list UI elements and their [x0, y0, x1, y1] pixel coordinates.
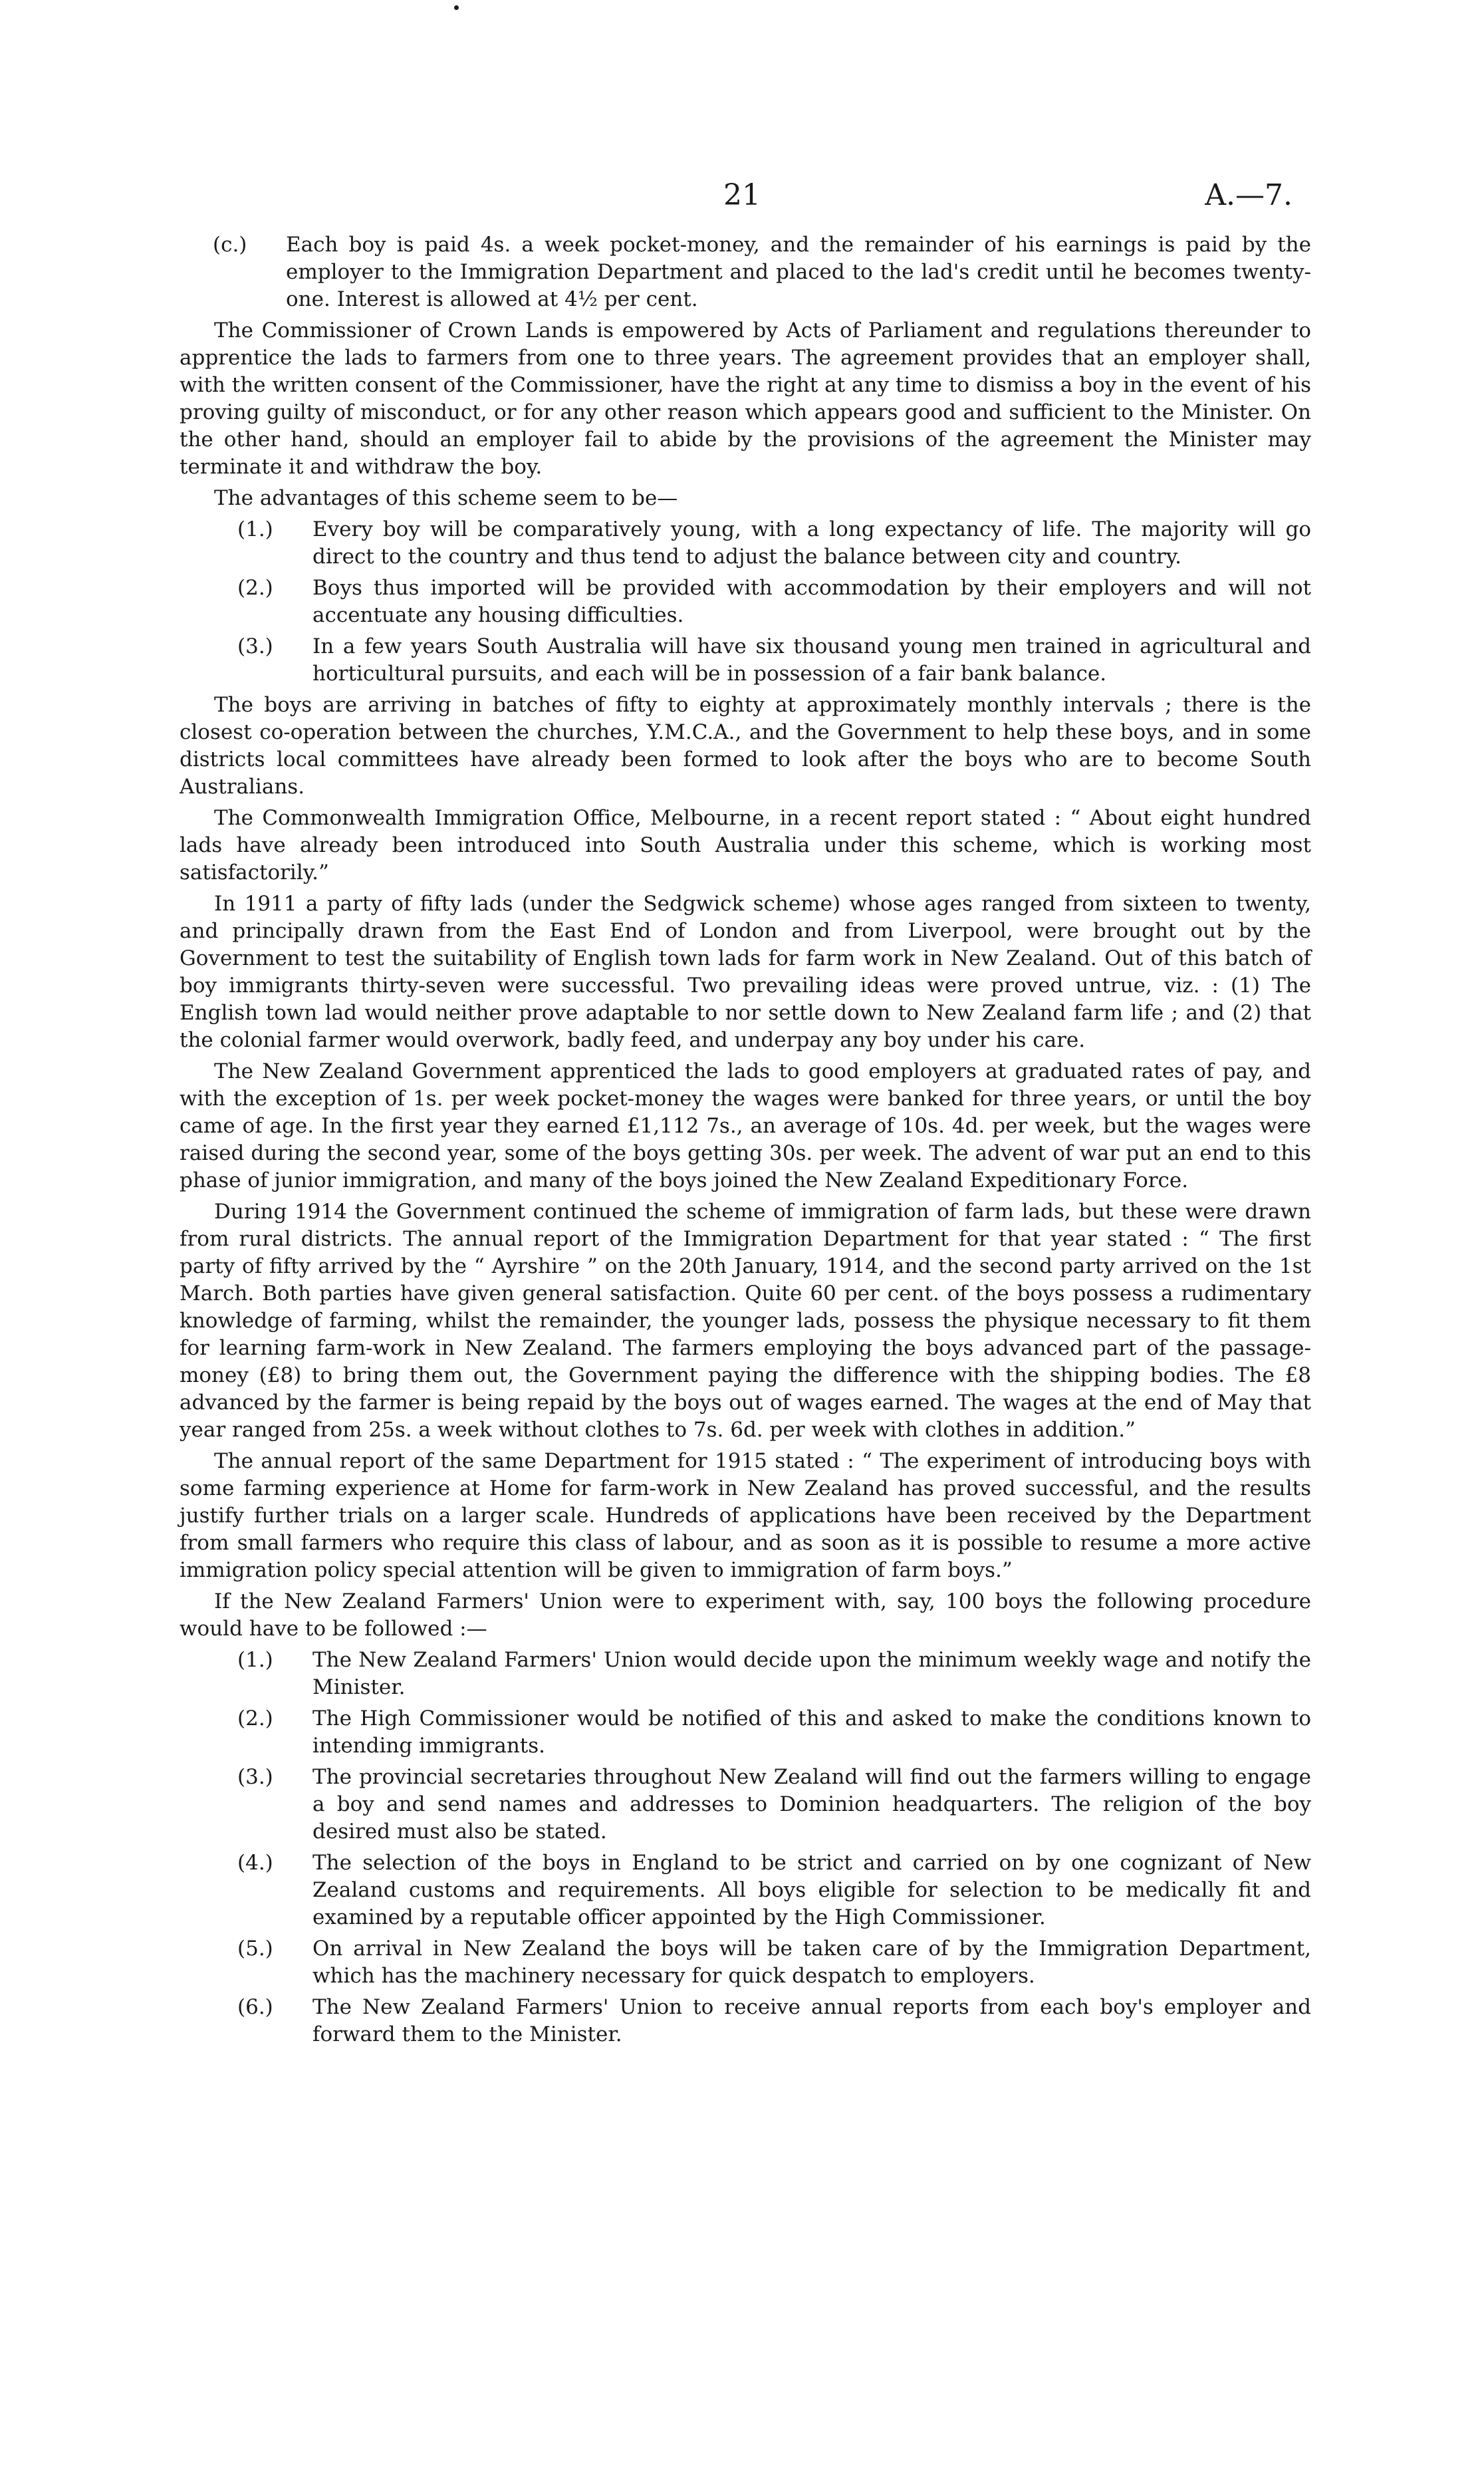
document-reference: A.—7.	[1205, 178, 1293, 212]
list-text: The provincial secretaries throughout New Zealand will find out the farmers willing to engage a boy and send names and addresses to Dominion headquarters. The religion of the boy desired must also be stated.	[312, 1765, 1311, 1844]
procedure-item	[180, 1994, 1311, 2048]
list-text: Every boy will be comparatively young, with a long expectancy of life. The majority will go direct to the country and thus tend to adjust the balance between city and country.	[312, 517, 1311, 569]
document-body	[180, 231, 1311, 2052]
procedure-item	[180, 1705, 1311, 1760]
list-number: (1.)	[237, 517, 273, 541]
paragraph-1915: The annual report of the same Department for 1915 stated : “ The experiment of introducing boys with some farming experience at Home for farm-work in New Zealand has proved successful, and the results justify further trials on a larger scale. Hundreds of applications have been received by the Department from small farmers who require this class of labour, and as soon as it is possible to resume a more active immigration policy special attention will be given to immigration of farm boys.”	[180, 1449, 1311, 1582]
list-number: (3.)	[237, 634, 273, 658]
advantage-item	[180, 633, 1311, 688]
paragraph-advantages-intro: The advantages of this scheme seem to be—	[214, 486, 678, 510]
list-number: (6.)	[237, 1995, 273, 2019]
paragraph-batches: The boys are arriving in batches of fifty to eighty at approximately monthly intervals ; there is the closest co-operation between the churches, Y.M.C.A., and the Government to help these boys, and in some districts local committees have already been formed to look after the boys who are to become South Australians.	[180, 693, 1311, 799]
list-text: Each boy is paid 4s. a week pocket-money, and the remainder of his earnings is paid by the employer to the Immigration Department and placed to the lad's credit until he becomes twenty-one. Interest is allowed at 4½ per cent.	[286, 233, 1311, 311]
list-number: (2.)	[237, 1707, 273, 1730]
list-item-c	[180, 231, 1311, 313]
list-text: In a few years South Australia will have six thousand young men trained in agricultural and horticultural pursuits, and each will be in possession of a fair bank balance.	[312, 634, 1311, 686]
procedure-item	[180, 1850, 1311, 1931]
list-number: (c.)	[213, 233, 247, 257]
list-number: (2.)	[237, 576, 273, 600]
paragraph-commissioner: The Commissioner of Crown Lands is empowered by Acts of Parliament and regulations thereunder to apprentice the lads to farmers from one to three years. The agreement provides that an employer shall, with the written consent of the Commissioner, have the right at any time to dismiss a boy in the event of his proving guilty of misconduct, or for any other reason which appears good and sufficient to the Minister. On the other hand, should an employer fail to abide by the provisions of the agreement the Minister may terminate it and withdraw the boy.	[180, 319, 1311, 479]
list-text: Boys thus imported will be provided with accommodation by their employers and will not accentuate any housing difficulties.	[312, 576, 1311, 627]
page-number: 21	[723, 178, 761, 212]
advantage-item	[180, 516, 1311, 571]
list-number: (4.)	[237, 1851, 273, 1875]
procedure-item	[180, 1935, 1311, 1990]
list-text: On arrival in New Zealand the boys will be taken care of by the Immigration Department, which has the machinery necessary for quick despatch to employers.	[312, 1937, 1311, 1988]
paragraph-1914: During 1914 the Government continued the scheme of immigration of farm lads, but these were drawn from rural districts. The annual report of the Immigration Department for that year stated : “ The first party of fifty arrived by the “ Ayrshire ” on the 20th January, 1914, and the second party arrived on the 1st March. Both parties have given general satisfaction. Quite 60 per cent. of the boys possess a rudimentary knowledge of farming, whilst the remainder, the younger lads, possess the physique necessary to fit them for learning farm-work in New Zealand. The farmers employing the boys advanced part of the passage-money (£8) to bring them out, the Government paying the difference with the shipping bodies. The £8 advanced by the farmer is being repaid by the boys out of wages earned. The wages at the end of May that year ranged from 25s. a week without clothes to 7s. 6d. per week with clothes in addition.”	[180, 1200, 1311, 1442]
printing-mark	[454, 5, 459, 10]
list-text: The High Commissioner would be notified of this and asked to make the conditions known to intending immigrants.	[312, 1707, 1311, 1758]
list-number: (1.)	[237, 1648, 273, 1672]
procedure-item	[180, 1647, 1311, 1701]
list-text: The selection of the boys in England to be strict and carried on by one cognizant of New Zealand customs and requirements. All boys eligible for selection to be medically fit and examined by a reputable officer appointed by the High Commissioner.	[312, 1851, 1311, 1929]
paragraph-1911: In 1911 a party of fifty lads (under the Sedgwick scheme) whose ages ranged from sixteen to twenty, and principally drawn from the East End of London and from Liverpool, were brought out by the Government to test the suitability of English town lads for farm work in New Zealand. Out of this batch of boy immigrants thirty-seven were successful. Two prevailing ideas were proved untrue, viz. : (1) The English town lad would neither prove adaptable to nor settle down to New Zealand farm life ; and (2) that the colonial farmer would overwork, badly feed, and underpay any boy under his care.	[180, 892, 1311, 1052]
list-text: The New Zealand Farmers' Union to receive annual reports from each boy's employer and forward them to the Minister.	[312, 1995, 1311, 2046]
paragraph-procedure-intro: If the New Zealand Farmers' Union were to experiment with, say, 100 boys the following procedure would have to be followed :—	[180, 1589, 1311, 1641]
advantage-item	[180, 575, 1311, 629]
procedure-item	[180, 1764, 1311, 1846]
paragraph-nz-government: The New Zealand Government apprenticed the lads to good employers at graduated rates of pay, and with the exception of 1s. per week pocket-money the wages were banked for three years, or until the boy came of age. In the first year they earned £1,112 7s., an average of 10s. 4d. per week, but the wages were raised during the second year, some of the boys getting 30s. per week. The advent of war put an end to this phase of junior immigration, and many of the boys joined the New Zealand Expeditionary Force.	[180, 1059, 1311, 1192]
list-number: (3.)	[237, 1765, 273, 1789]
paragraph-commonwealth: The Commonwealth Immigration Office, Melbourne, in a recent report stated : “ About eight hundred lads have already been introduced into South Australia under this scheme, which is working most satisfactorily.”	[180, 806, 1311, 885]
list-number: (5.)	[237, 1937, 273, 1961]
list-text: The New Zealand Farmers' Union would decide upon the minimum weekly wage and notify the Minister.	[312, 1648, 1311, 1699]
